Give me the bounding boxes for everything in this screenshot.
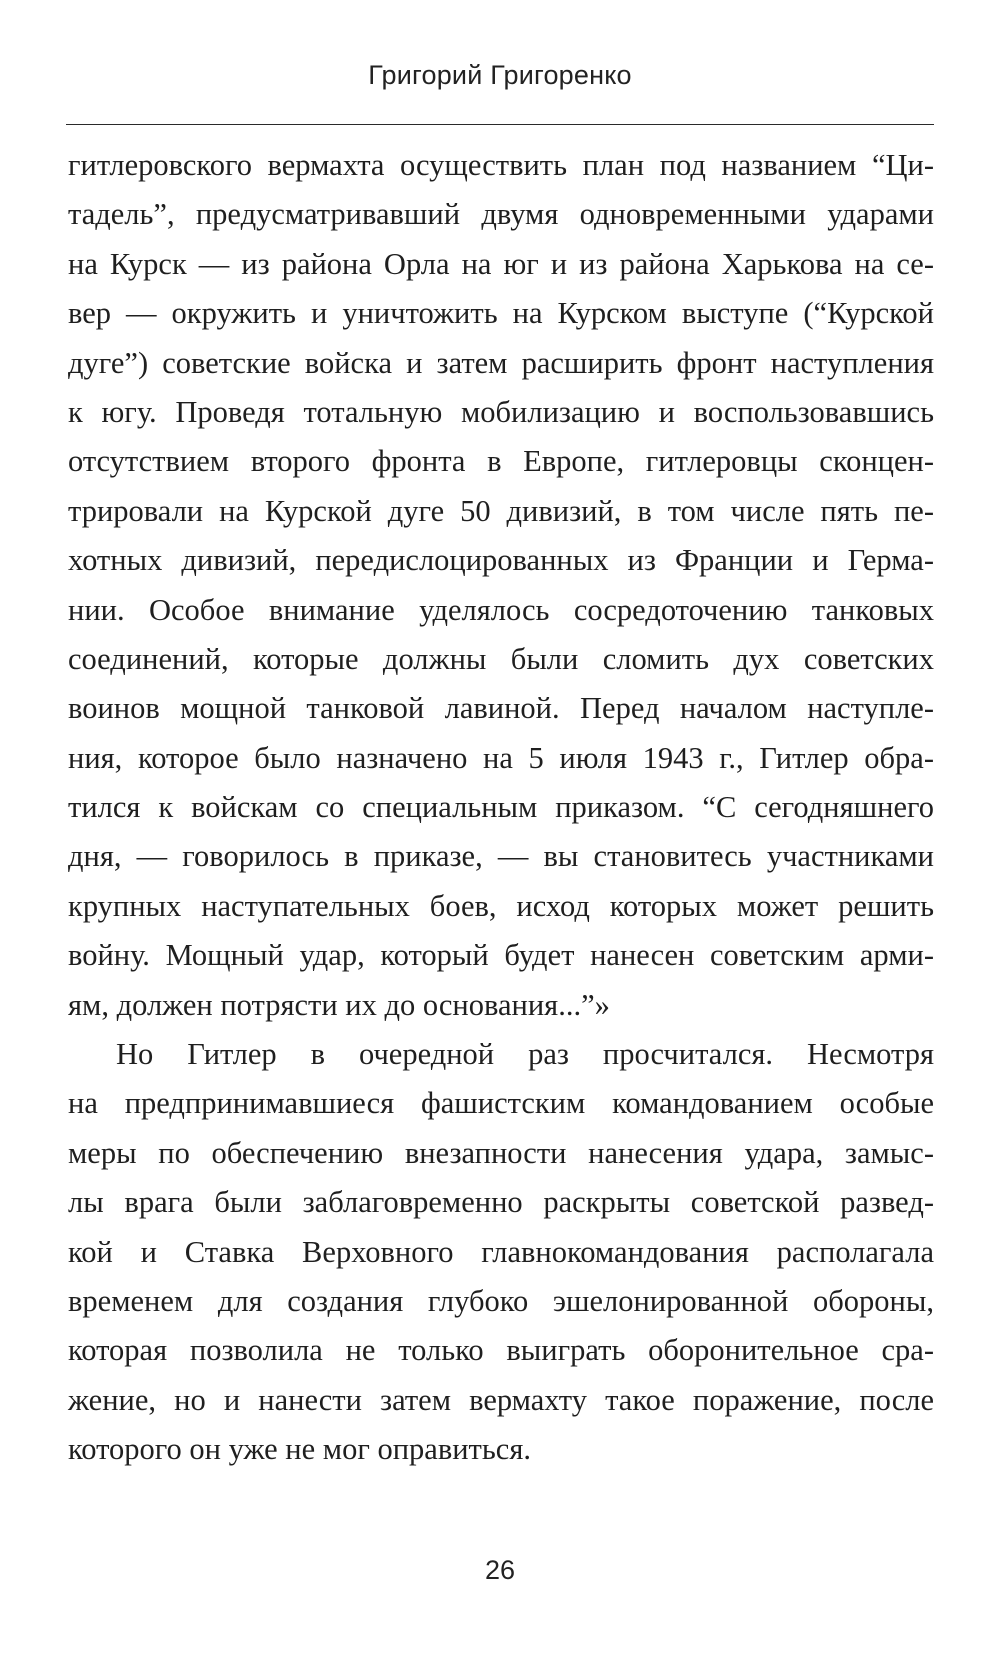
text-line: на предпринимавшиеся фашистским командованием особые xyxy=(68,1086,934,1121)
text-line: ям, должен потрясти их до основания...”» xyxy=(68,987,610,1022)
running-header-author: Григорий Григоренко xyxy=(368,60,632,90)
text-line: крупных наступательных боев, исход которых может решить xyxy=(68,888,934,923)
text-line: дня, — говорилось в приказе, — вы становитесь участниками xyxy=(68,839,934,874)
text-line: лы врага были заблаговременно раскрыты советской развед- xyxy=(68,1185,934,1220)
paragraph-1 xyxy=(68,141,934,1030)
text-line: гитлеровского вермахта осуществить план под названием “Ци- xyxy=(68,148,934,182)
text-line: нии. Особое внимание уделялось сосредоточению танковых xyxy=(68,592,934,627)
text-line: хотных дивизий, передислоцированных из Франции и Герма- xyxy=(68,543,934,578)
text-line: соединений, которые должны были сломить дух советских xyxy=(68,641,934,676)
text-line: воинов мощной танковой лавиной. Перед началом наступле- xyxy=(68,691,934,726)
page-number: 26 xyxy=(484,1555,516,1585)
text-line: дуге”) советские войска и затем расширить фронт наступления xyxy=(68,345,934,380)
text-line: кой и Ставка Верховного главнокомандования располагала xyxy=(68,1234,934,1269)
text-line: временем для создания глубоко эшелонированной обороны, xyxy=(68,1283,934,1318)
text-line: трировали на Курской дуге 50 дивизий, в том числе пять пе- xyxy=(68,493,934,528)
body-text xyxy=(68,141,934,1475)
text-line: к югу. Проведя тотальную мобилизацию и воспользовавшись xyxy=(68,394,934,429)
text-line: Но Гитлер в очередной раз просчитался. Несмотря xyxy=(116,1037,934,1072)
text-line: тадель”, предусматривавший двумя одновременными ударами xyxy=(68,197,934,232)
text-line: меры по обеспечению внезапности нанесения удара, замыс- xyxy=(68,1135,934,1170)
header-rule xyxy=(66,124,934,125)
text-line: ния, которое было назначено на 5 июля 1943 г., Гитлер обра- xyxy=(68,740,934,775)
text-line: жение, но и нанести затем вермахту такое поражение, после xyxy=(68,1382,934,1417)
text-line: тился к войскам со специальным приказом. “С сегодняшнего xyxy=(68,790,934,825)
text-line: которая позволила не только выиграть оборонительное сра- xyxy=(68,1333,934,1368)
text-line: отсутствием второго фронта в Европе, гитлеровцы сконцен- xyxy=(68,444,934,479)
paragraph-2 xyxy=(68,1030,934,1475)
text-line: которого он уже не мог оправиться. xyxy=(68,1432,531,1467)
text-line: войну. Мощный удар, который будет нанесен советским арми- xyxy=(68,938,934,973)
text-line: вер — окружить и уничтожить на Курском выступе (“Курской xyxy=(68,296,934,331)
text-line: на Курск — из района Орла на юг и из района Харькова на се- xyxy=(68,246,934,281)
